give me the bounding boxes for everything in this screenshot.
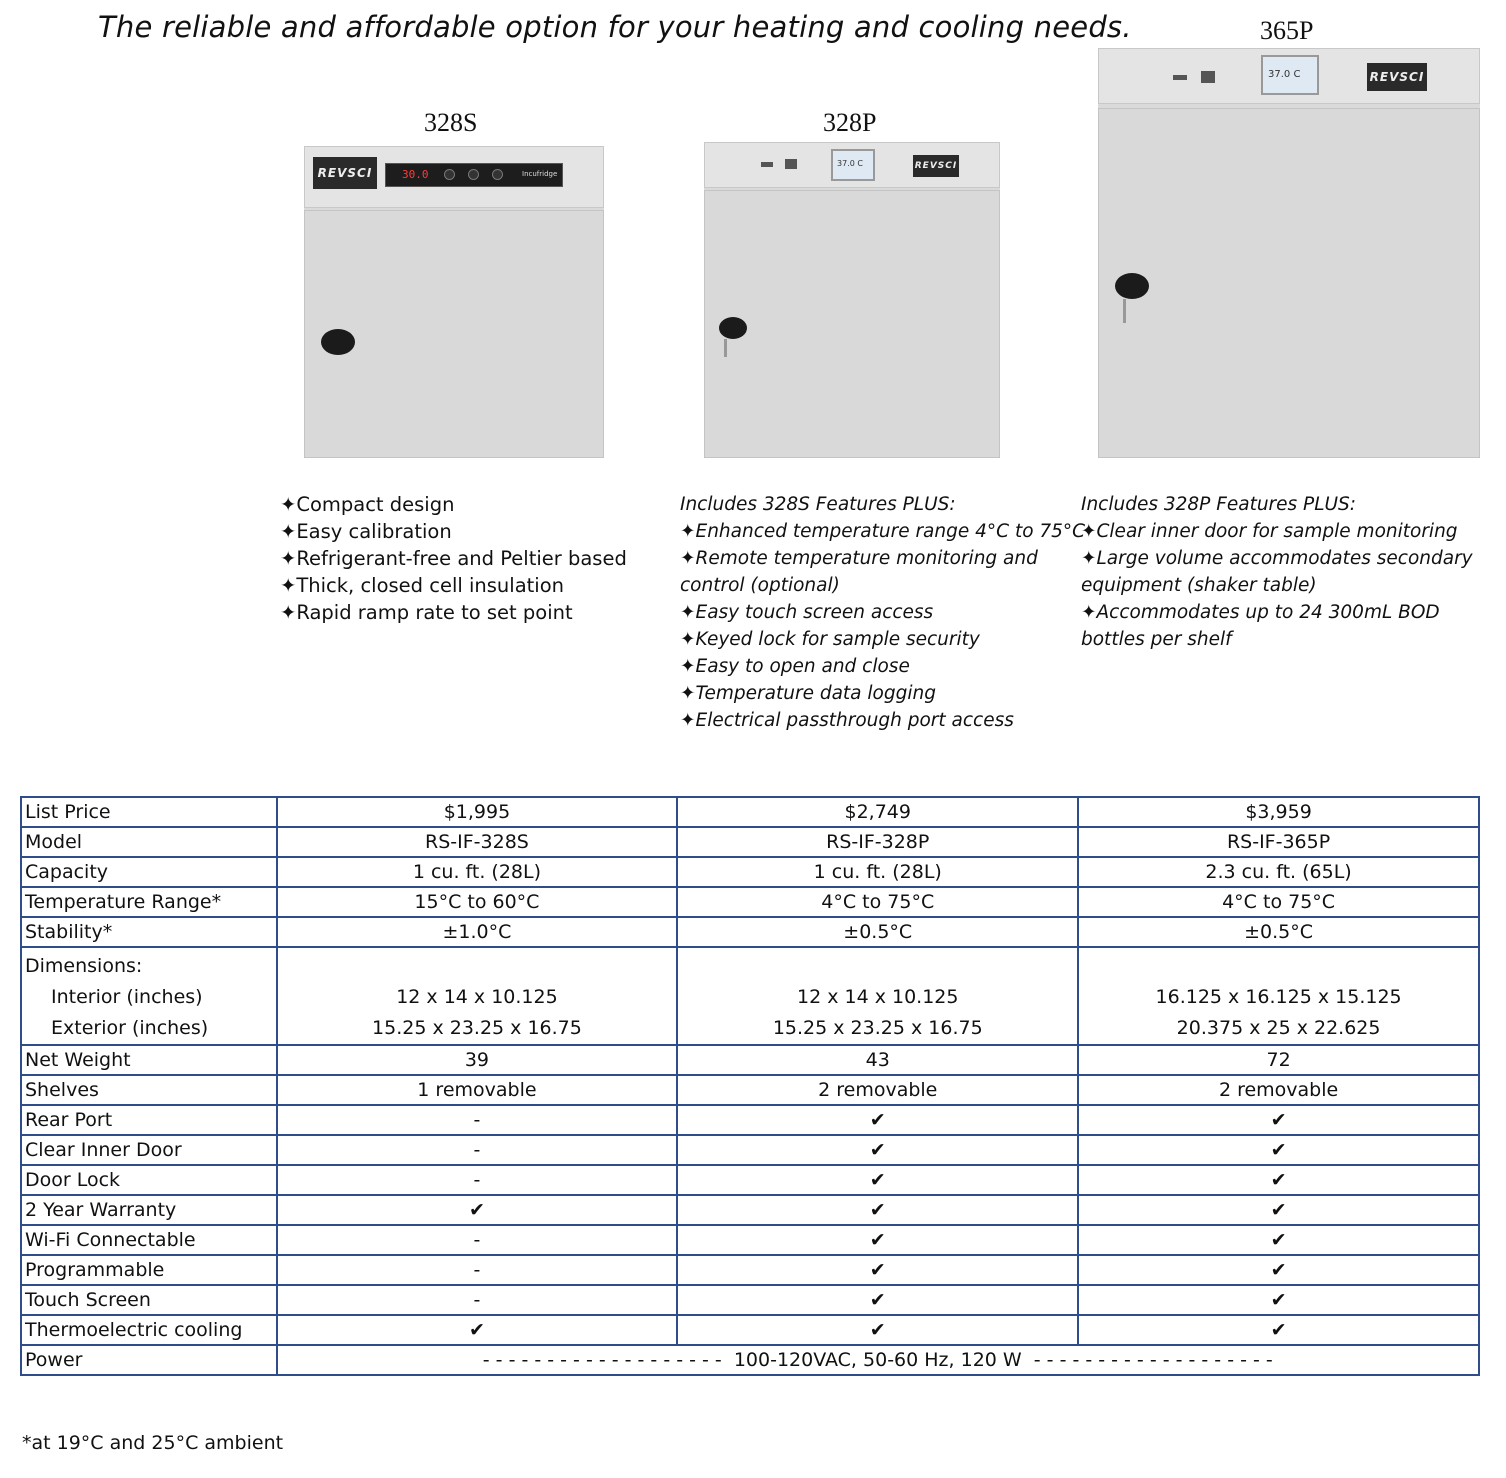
cell: ✔ (1078, 1135, 1479, 1165)
cell: ✔ (677, 1285, 1078, 1315)
feature-item: ✦Enhanced temperature range 4°C to 75°C (680, 521, 1086, 542)
cell: ✔ (677, 1165, 1078, 1195)
cell (677, 947, 1078, 1045)
cell: 2 removable (1078, 1075, 1479, 1105)
control-panel (704, 142, 1000, 188)
feature-item: control (optional) (680, 575, 840, 596)
cell: 2.3 cu. ft. (65L) (1078, 857, 1479, 887)
cell: ✔ (1078, 1285, 1479, 1315)
feature-item: ✦Easy touch screen access (680, 602, 934, 623)
cell: ✔ (677, 1135, 1078, 1165)
brand-name: Incufridge (522, 170, 558, 178)
feature-item: ✦Rapid ramp rate to set point (280, 601, 573, 624)
feature-item: ✦Remote temperature monitoring and (680, 548, 1038, 569)
key-icon (724, 339, 727, 357)
product-image-365p (1098, 48, 1480, 458)
cell: 1 removable (277, 1075, 678, 1105)
ethernet-port-icon (1201, 71, 1215, 83)
temperature-display: 30.0 (402, 168, 429, 181)
touch-screen (1261, 55, 1319, 95)
feature-item: ✦Electrical passthrough port access (680, 710, 1014, 731)
cell: - (277, 1225, 678, 1255)
table-row (21, 1195, 1479, 1225)
table-row (21, 917, 1479, 947)
exterior-value: 15.25 x 23.25 x 16.75 (772, 1017, 983, 1039)
cell (1078, 947, 1479, 1045)
row-label: Rear Port (21, 1105, 277, 1135)
product-image-328p (704, 142, 1000, 458)
brand-logo: REVSCI (1367, 63, 1427, 91)
cell: ±1.0°C (277, 917, 678, 947)
door (704, 190, 1000, 458)
spec-table (20, 796, 1480, 1376)
feature-item: ✦Refrigerant-free and Peltier based (280, 547, 627, 570)
table-row (21, 1225, 1479, 1255)
feature-item: ✦Compact design (280, 493, 455, 516)
table-row (21, 1165, 1479, 1195)
cell: RS-IF-328P (677, 827, 1078, 857)
cell: $1,995 (277, 797, 678, 827)
table-row (21, 1135, 1479, 1165)
row-label: Shelves (21, 1075, 277, 1105)
button-icon (444, 169, 455, 180)
table-row-dimensions (21, 947, 1479, 1045)
row-label: Power (21, 1345, 277, 1375)
row-label: Thermoelectric cooling (21, 1315, 277, 1345)
cell: 4°C to 75°C (1078, 887, 1479, 917)
table-row (21, 1285, 1479, 1315)
cell: ✔ (1078, 1225, 1479, 1255)
feature-item: ✦Accommodates up to 24 300mL BOD (1081, 602, 1440, 623)
button-icon (468, 169, 479, 180)
door-lock-icon (719, 317, 747, 339)
table-row (21, 797, 1479, 827)
cell: 15°C to 60°C (277, 887, 678, 917)
product-title-365p: 365P (1260, 16, 1314, 45)
feature-item: ✦Keyed lock for sample security (680, 629, 980, 650)
table-row (21, 857, 1479, 887)
table-row (21, 1315, 1479, 1345)
feature-item: bottles per shelf (1081, 629, 1232, 650)
row-label: Temperature Range* (21, 887, 277, 917)
product-title-328p: 328P (823, 108, 877, 137)
dimensions-label: Dimensions: (25, 955, 143, 977)
row-label: List Price (21, 797, 277, 827)
cell: 43 (677, 1045, 1078, 1075)
features-heading: Includes 328P Features PLUS: (1081, 494, 1357, 515)
interior-value: 12 x 14 x 10.125 (797, 986, 959, 1008)
screen-temperature: 37.0 C (1268, 69, 1301, 80)
cell (277, 947, 678, 1045)
cell: ✔ (1078, 1105, 1479, 1135)
control-strip (385, 163, 563, 187)
features-328s (280, 491, 627, 626)
cell: 4°C to 75°C (677, 887, 1078, 917)
usb-port-icon (1173, 75, 1187, 80)
table-row (21, 887, 1479, 917)
cell: ✔ (1078, 1255, 1479, 1285)
row-label: Model (21, 827, 277, 857)
cell: ✔ (1078, 1315, 1479, 1345)
table-row (21, 1255, 1479, 1285)
row-label: Clear Inner Door (21, 1135, 277, 1165)
feature-item: ✦Temperature data logging (680, 683, 936, 704)
exterior-value: 20.375 x 25 x 22.625 (1176, 1017, 1381, 1039)
door (304, 210, 604, 458)
cell: $2,749 (677, 797, 1078, 827)
cell: ✔ (677, 1255, 1078, 1285)
ethernet-port-icon (785, 159, 797, 169)
interior-value: 12 x 14 x 10.125 (396, 986, 558, 1008)
row-label: Programmable (21, 1255, 277, 1285)
footnote: *at 19°C and 25°C ambient (22, 1432, 284, 1454)
cell: 72 (1078, 1045, 1479, 1075)
table-row (21, 1045, 1479, 1075)
features-heading: Includes 328S Features PLUS: (680, 494, 956, 515)
key-icon (1123, 299, 1126, 323)
cell: 1 cu. ft. (28L) (277, 857, 678, 887)
features-328p (680, 491, 1085, 734)
door (1098, 108, 1480, 458)
touch-screen (831, 149, 875, 181)
product-title-328s: 328S (424, 108, 478, 137)
row-label (21, 947, 277, 1045)
cell: - (277, 1135, 678, 1165)
cell: ✔ (677, 1225, 1078, 1255)
brand-logo: REVSCI (313, 157, 377, 189)
cell: ±0.5°C (677, 917, 1078, 947)
button-icon (492, 169, 503, 180)
cell: - (277, 1165, 678, 1195)
row-label: Door Lock (21, 1165, 277, 1195)
cell: RS-IF-328S (277, 827, 678, 857)
cell: ✔ (677, 1105, 1078, 1135)
feature-item: ✦Large volume accommodates secondary (1081, 548, 1473, 569)
control-panel (1098, 48, 1480, 104)
cell: - (277, 1255, 678, 1285)
tagline: The reliable and affordable option for your heating and cooling needs. (98, 10, 1132, 44)
row-label: Wi-Fi Connectable (21, 1225, 277, 1255)
table-row (21, 827, 1479, 857)
cell: ✔ (677, 1195, 1078, 1225)
row-label: 2 Year Warranty (21, 1195, 277, 1225)
screen-temperature: 37.0 C (837, 159, 863, 168)
cell: ±0.5°C (1078, 917, 1479, 947)
interior-value: 16.125 x 16.125 x 15.125 (1155, 986, 1402, 1008)
door-lock-icon (1115, 273, 1149, 299)
exterior-value: 15.25 x 23.25 x 16.75 (372, 1017, 582, 1039)
feature-item: ✦Thick, closed cell insulation (280, 574, 565, 597)
door-knob-icon (321, 329, 355, 355)
cell: RS-IF-365P (1078, 827, 1479, 857)
usb-port-icon (761, 162, 773, 167)
cell: - (277, 1105, 678, 1135)
feature-item: ✦Easy calibration (280, 520, 452, 543)
row-label: Touch Screen (21, 1285, 277, 1315)
row-label: Stability* (21, 917, 277, 947)
cell: 39 (277, 1045, 678, 1075)
table-row-power (21, 1345, 1479, 1375)
table-row (21, 1105, 1479, 1135)
feature-item: equipment (shaker table) (1081, 575, 1317, 596)
table-row (21, 1075, 1479, 1105)
cell: ✔ (1078, 1165, 1479, 1195)
power-value: - - - - - - - - - - - - - - - - - - - 100-120VAC, 50-60 Hz, 120 W - - - - - - - - - - - - - - - - - - - (277, 1345, 1479, 1375)
feature-item: ✦Clear inner door for sample monitoring (1081, 521, 1458, 542)
cell: ✔ (677, 1315, 1078, 1345)
features-365p (1081, 491, 1473, 653)
cell: ✔ (277, 1315, 678, 1345)
row-label: Net Weight (21, 1045, 277, 1075)
interior-label: Interior (inches) (51, 986, 203, 1008)
cell: ✔ (277, 1195, 678, 1225)
cell: $3,959 (1078, 797, 1479, 827)
cell: 1 cu. ft. (28L) (677, 857, 1078, 887)
control-panel (304, 146, 604, 208)
brand-logo: REVSCI (913, 155, 959, 177)
cell: 2 removable (677, 1075, 1078, 1105)
cell: ✔ (1078, 1195, 1479, 1225)
product-image-328s (304, 146, 604, 458)
cell: - (277, 1285, 678, 1315)
feature-item: ✦Easy to open and close (680, 656, 910, 677)
row-label: Capacity (21, 857, 277, 887)
exterior-label: Exterior (inches) (51, 1017, 209, 1039)
